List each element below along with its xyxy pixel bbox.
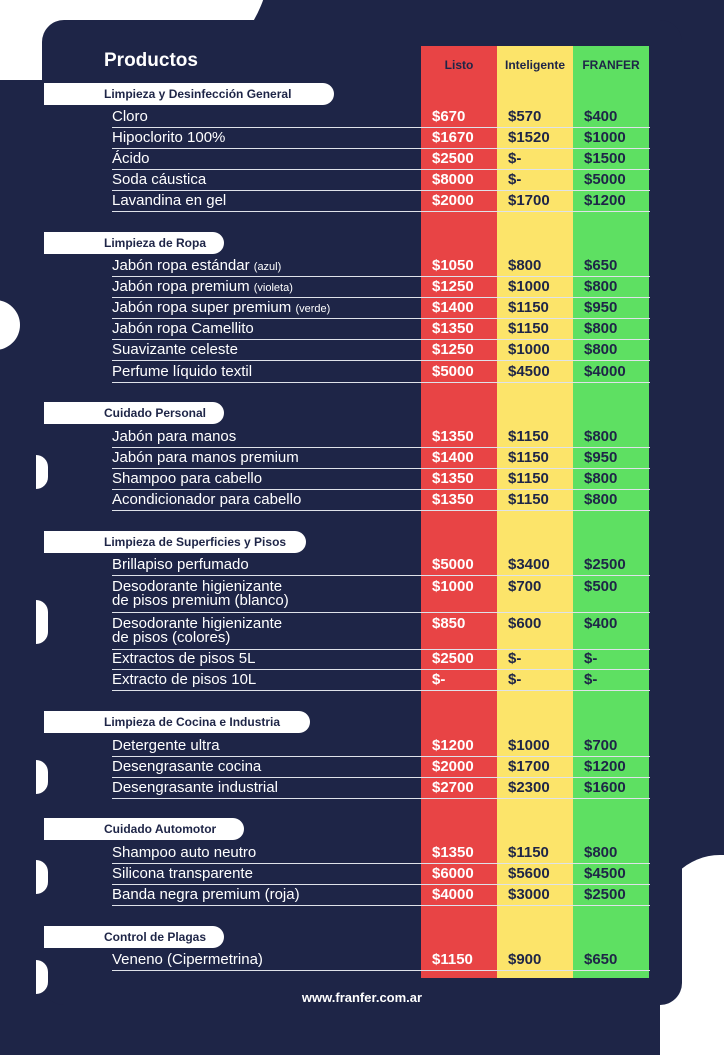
product-row [112, 558, 650, 576]
product-row [112, 953, 650, 971]
price-listo: $1350 [432, 320, 474, 337]
column-header-listo: Listo [444, 58, 474, 72]
product-note: (azul) [253, 261, 282, 273]
product-name-text: Jabón ropa super premium [112, 299, 292, 316]
price-franfer: $4000 [584, 363, 626, 380]
column-header-franfer: FRANFER [582, 58, 640, 72]
price-franfer: $2500 [584, 556, 626, 573]
page-title: Productos [104, 50, 198, 71]
product-row [112, 430, 650, 448]
product-row [112, 194, 650, 212]
price-inteligente: $570 [508, 108, 542, 125]
price-franfer: $400 [584, 108, 618, 125]
price-listo: $1250 [432, 278, 474, 295]
product-name [112, 131, 225, 145]
product-name [112, 867, 253, 881]
product-name-line2: de pisos premium (blanco) [112, 592, 289, 609]
product-name [112, 846, 256, 860]
section-header: Limpieza de Ropa [44, 232, 224, 254]
product-name-text: Cloro [112, 108, 148, 125]
product-name [112, 781, 278, 795]
price-inteligente: $1000 [508, 341, 550, 358]
product-name [112, 280, 293, 295]
column-header-inteligente: Inteligente [504, 58, 565, 72]
price-franfer: $1200 [584, 758, 626, 775]
product-name-text: Shampoo auto neutro [112, 844, 257, 861]
section-header: Control de Plagas [44, 926, 224, 948]
price-listo: $2500 [432, 650, 474, 667]
price-listo: $1150 [432, 951, 473, 968]
price-franfer: $950 [584, 299, 618, 316]
product-name [112, 194, 226, 208]
price-franfer: $650 [584, 257, 618, 274]
price-listo: $5000 [432, 363, 474, 380]
price-inteligente: $- [508, 671, 522, 688]
product-row [112, 846, 650, 864]
price-franfer: $950 [584, 449, 618, 466]
product-name [112, 365, 252, 379]
price-inteligente: $1000 [508, 737, 550, 754]
product-name [112, 343, 238, 357]
price-inteligente: $- [508, 171, 522, 188]
price-listo: $2000 [432, 192, 474, 209]
product-name [112, 673, 256, 687]
price-inteligente: $- [508, 150, 522, 167]
price-listo: $1250 [432, 341, 474, 358]
product-row [112, 173, 650, 191]
price-franfer: $800 [584, 844, 618, 861]
product-note: (violeta) [253, 282, 293, 294]
product-name-text: Ácido [112, 150, 150, 167]
product-name-text: Jabón ropa premium [112, 278, 250, 295]
price-inteligente: $1700 [508, 192, 550, 209]
product-name [112, 451, 299, 465]
product-name-text: Extracto de pisos 10L [112, 671, 257, 688]
product-name [112, 888, 300, 902]
product-row [112, 739, 650, 757]
price-franfer: $800 [584, 491, 618, 508]
product-row [112, 259, 650, 277]
section-header: Limpieza de Cocina e Industria [44, 711, 310, 733]
price-franfer: $2500 [584, 886, 626, 903]
price-inteligente: $- [508, 650, 522, 667]
section-header: Cuidado Personal [44, 402, 224, 424]
product-name [112, 739, 220, 753]
product-name [112, 110, 148, 124]
product-name-text: Detergente ultra [112, 737, 220, 754]
price-franfer: $- [584, 650, 598, 667]
product-name [112, 493, 301, 507]
product-name-text: Jabón para manos premium [112, 449, 299, 466]
product-row [112, 617, 650, 650]
product-row [112, 301, 650, 319]
product-name-text: Extractos de pisos 5L [112, 650, 256, 667]
price-franfer: $5000 [584, 171, 626, 188]
price-franfer: $1200 [584, 192, 626, 209]
price-franfer: $500 [584, 578, 618, 595]
product-name-text: Banda negra premium (roja) [112, 886, 300, 903]
product-name [112, 558, 249, 572]
product-row [112, 867, 650, 885]
price-inteligente: $1150 [508, 470, 549, 487]
price-listo: $6000 [432, 865, 474, 882]
product-name [112, 580, 289, 608]
price-inteligente: $1700 [508, 758, 550, 775]
background-shape-left [0, 300, 20, 350]
product-row [112, 451, 650, 469]
price-franfer: $1600 [584, 779, 626, 796]
product-name-text: Acondicionador para cabello [112, 491, 302, 508]
product-row [112, 781, 650, 799]
section-header: Limpieza y Desinfección General [44, 83, 334, 105]
price-inteligente: $600 [508, 615, 542, 632]
price-franfer: $800 [584, 278, 618, 295]
price-franfer: $800 [584, 341, 618, 358]
footer-url: www.franfer.com.ar [301, 990, 423, 1005]
price-inteligente: $800 [508, 257, 542, 274]
product-name-text: Suavizante celeste [112, 341, 238, 358]
product-row [112, 580, 650, 613]
product-row [112, 888, 650, 906]
price-inteligente: $2300 [508, 779, 550, 796]
price-listo: $1350 [432, 470, 474, 487]
price-inteligente: $1000 [508, 278, 550, 295]
product-name-text: Silicona transparente [112, 865, 253, 882]
price-inteligente: $4500 [508, 363, 550, 380]
price-franfer: $400 [584, 615, 618, 632]
product-name [112, 173, 206, 187]
product-row [112, 110, 650, 128]
price-inteligente: $5600 [508, 865, 550, 882]
product-name [112, 617, 282, 645]
product-row [112, 322, 650, 340]
product-name-text: Desengrasante industrial [112, 779, 278, 796]
price-listo: $2000 [432, 758, 474, 775]
price-franfer: $1000 [584, 129, 626, 146]
section-header: Cuidado Automotor [44, 818, 244, 840]
product-row [112, 652, 650, 670]
price-franfer: $650 [584, 951, 618, 968]
price-listo: $2500 [432, 150, 474, 167]
product-name [112, 652, 255, 666]
price-franfer: $4500 [584, 865, 626, 882]
price-inteligente: $1150 [508, 299, 549, 316]
product-name [112, 152, 150, 166]
product-name [112, 259, 281, 274]
product-name [112, 301, 330, 316]
price-listo: $1670 [432, 129, 474, 146]
price-inteligente: $1150 [508, 320, 549, 337]
product-name-text: Jabón ropa Camellito [112, 320, 254, 337]
product-row [112, 343, 650, 361]
price-franfer: $800 [584, 470, 618, 487]
price-listo: $1350 [432, 844, 474, 861]
price-inteligente: $900 [508, 951, 542, 968]
product-row [112, 365, 650, 383]
product-name [112, 430, 236, 444]
price-listo: $8000 [432, 171, 474, 188]
price-listo: $1050 [432, 257, 474, 274]
price-inteligente: $1520 [508, 129, 550, 146]
product-name-text: Jabón ropa estándar [112, 257, 250, 274]
product-name-text: Desodorante higienizante [112, 578, 283, 595]
product-name-text: Veneno (Cipermetrina) [112, 951, 263, 968]
section-header: Limpieza de Superficies y Pisos [44, 531, 306, 553]
product-name-text: Shampoo para cabello [112, 470, 263, 487]
price-listo: $670 [432, 108, 466, 125]
price-listo: $1400 [432, 449, 474, 466]
product-name-line2: de pisos (colores) [112, 629, 231, 646]
price-listo: $1350 [432, 491, 474, 508]
price-listo: $5000 [432, 556, 474, 573]
product-name [112, 953, 263, 967]
price-inteligente: $1150 [508, 449, 549, 466]
product-row [112, 280, 650, 298]
product-name [112, 322, 254, 336]
product-row [112, 472, 650, 490]
product-name-text: Soda cáustica [112, 171, 207, 188]
price-inteligente: $1150 [508, 491, 549, 508]
price-listo: $1200 [432, 737, 474, 754]
price-inteligente: $3400 [508, 556, 550, 573]
product-name-text: Brillapiso perfumado [112, 556, 249, 573]
product-row [112, 493, 650, 511]
price-franfer: $- [584, 671, 598, 688]
product-name [112, 472, 262, 486]
price-listo: $2700 [432, 779, 474, 796]
product-row [112, 152, 650, 170]
product-row [112, 673, 650, 691]
product-row [112, 760, 650, 778]
price-listo: $850 [432, 615, 466, 632]
price-listo: $1350 [432, 428, 474, 445]
price-inteligente: $700 [508, 578, 542, 595]
price-inteligente: $3000 [508, 886, 550, 903]
product-name-text: Desengrasante cocina [112, 758, 262, 775]
price-listo: $4000 [432, 886, 474, 903]
price-listo: $1400 [432, 299, 474, 316]
price-franfer: $1500 [584, 150, 626, 167]
product-name-text: Jabón para manos [112, 428, 237, 445]
product-name-text: Lavandina en gel [112, 192, 227, 209]
price-listo: $1000 [432, 578, 474, 595]
product-name [112, 760, 261, 774]
product-name-text: Desodorante higienizante [112, 615, 283, 632]
price-franfer: $800 [584, 320, 618, 337]
price-franfer: $800 [584, 428, 618, 445]
product-note: (verde) [295, 303, 331, 315]
product-name-text: Hipoclorito 100% [112, 129, 226, 146]
product-row [112, 131, 650, 149]
product-name-text: Perfume líquido textil [112, 363, 253, 380]
price-listo: $- [432, 671, 446, 688]
price-franfer: $700 [584, 737, 618, 754]
price-inteligente: $1150 [508, 428, 549, 445]
price-inteligente: $1150 [508, 844, 549, 861]
